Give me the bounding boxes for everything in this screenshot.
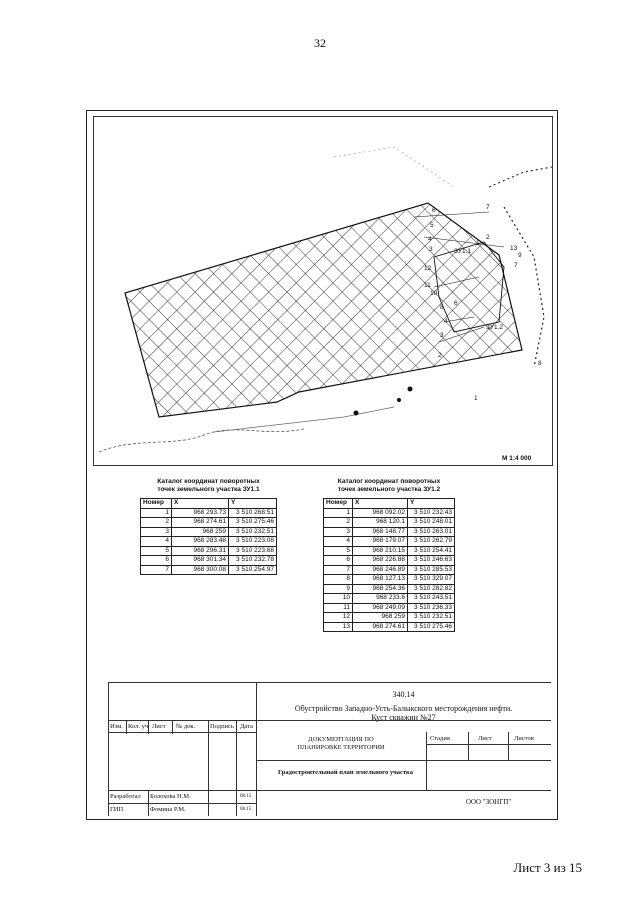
map-point-label: 13: [510, 245, 518, 252]
table2-title-line2: точек земельного участка ЗУ1.2: [337, 486, 441, 493]
table-cell: 968 296.31: [172, 546, 229, 556]
table-cell: 5: [324, 546, 353, 556]
table1-title-line1: Каталог координат поворотных: [157, 478, 260, 485]
table-cell: 3 510 232.43: [408, 508, 455, 518]
table-cell: 968 127.13: [353, 575, 408, 585]
plot-label-zu1-1: ЗУ1.1: [454, 248, 472, 255]
table-cell: 968 274.61: [172, 518, 229, 528]
table-cell: 4: [324, 537, 353, 547]
map-point-label: 10: [430, 290, 438, 297]
table-cell: 3 510 223.68: [229, 546, 277, 556]
doc-type-line1: ДОКУМЕНТАЦИЯ ПО: [308, 736, 374, 743]
plot-zu1-1-area: [125, 203, 522, 417]
table-cell: 8: [324, 575, 353, 585]
table-row: [141, 546, 277, 556]
col-ndok: № док.: [176, 723, 196, 730]
table-cell: 3 510 243.51: [408, 594, 455, 604]
table-cell: 3 510 254.41: [408, 546, 455, 556]
table-header-row: [324, 499, 455, 509]
table-row: [324, 537, 455, 547]
table-cell: 3 510 246.63: [408, 556, 455, 566]
project-title-line1: Обустройство Западно-Усть-Балыкского месторождения нефти.: [294, 704, 513, 713]
table-cell: 968 293.73: [172, 508, 229, 518]
col-data: Дата: [240, 723, 253, 730]
table-cell: 3 510 232.51: [229, 527, 277, 537]
table-row: [324, 565, 455, 575]
role-gip: ГИП: [110, 806, 124, 813]
table-row: [324, 518, 455, 528]
table-cell: 968 301.34: [172, 556, 229, 566]
table-row: [141, 518, 277, 528]
map-point-label: 2: [438, 352, 442, 359]
table-cell: 3 510 254.97: [229, 565, 277, 575]
table-cell: 968 210.15: [353, 546, 408, 556]
map-point-label: 6: [454, 300, 458, 307]
map-point-label: 3: [440, 332, 444, 339]
col-kol-uch: Кол. уч: [128, 723, 149, 730]
table-cell: 13: [324, 622, 353, 632]
project-title-line2: Куст скважин №27: [371, 713, 436, 722]
table-cell: 968 226.88: [353, 556, 408, 566]
table1-title-line2: точек земельного участка ЗУ1.1: [157, 486, 260, 493]
sheet-counter: Лист 3 из 15: [513, 860, 582, 875]
table-cell: 2: [141, 518, 172, 528]
table-cell: 3 510 232.51: [408, 613, 455, 623]
table-cell: 968 249.09: [353, 603, 408, 613]
map-point-label: 9: [518, 252, 522, 259]
document-code: 340.14: [392, 690, 415, 699]
table-cell: 2: [324, 518, 353, 528]
table-header-cell: Номер: [141, 499, 172, 509]
table-header-cell: Номер: [324, 499, 353, 509]
map-point-label: 7: [514, 262, 518, 269]
table-header-cell: X: [172, 499, 229, 509]
col-podpis: Подпись: [210, 723, 234, 730]
stadia-label: Стадия: [430, 735, 450, 742]
listov-label: Листов: [514, 735, 534, 742]
table-cell: 968 246.89: [353, 565, 408, 575]
coordinate-table-zu1-2: [323, 478, 455, 632]
table-row: [324, 575, 455, 585]
page-number: 32: [314, 36, 326, 50]
table-cell: 968 233.6: [353, 594, 408, 604]
map-point-label: 7: [486, 204, 490, 211]
table-row: [141, 527, 277, 537]
map-point-label: 6: [432, 207, 436, 214]
map-point-label: 1: [474, 395, 478, 402]
table-cell: 968 148.77: [353, 527, 408, 537]
table-cell: 3 510 275.46: [229, 518, 277, 528]
table-cell: 3 510 268.51: [229, 508, 277, 518]
table-row: [141, 556, 277, 566]
table-cell: 3 510 263.01: [408, 527, 455, 537]
table-cell: 12: [324, 613, 353, 623]
table-cell: 968 092.02: [353, 508, 408, 518]
table-cell: 968 259: [172, 527, 229, 537]
table-cell: 3 510 282.82: [408, 584, 455, 594]
table-cell: 968 300.08: [172, 565, 229, 575]
map-point-label: 4: [444, 318, 448, 325]
title-block-stamp: [108, 682, 551, 816]
table-cell: 968 179.07: [353, 537, 408, 547]
table-cell: 968 259: [353, 613, 408, 623]
name-developer: Болохова Н.М.: [150, 793, 191, 800]
table-cell: 7: [141, 565, 172, 575]
table-cell: 3 510 329.07: [408, 575, 455, 585]
sheet-title: Градостроительный план земельного участка: [278, 769, 413, 776]
table-row: [141, 565, 277, 575]
company-name: ООО "ЗОНГП": [465, 798, 512, 806]
table-cell: 3: [324, 527, 353, 537]
table-header-cell: X: [353, 499, 408, 509]
site-plan-drawing: [94, 117, 554, 467]
map-point-label: 12: [424, 265, 432, 272]
table-row: [324, 527, 455, 537]
date-gip: 08.15: [240, 807, 252, 812]
table-cell: 3 510 232.78: [229, 556, 277, 566]
table-cell: 3 510 275.46: [408, 622, 455, 632]
table-cell: 4: [141, 537, 172, 547]
map-point-label: 5: [430, 222, 434, 229]
map-point-label: 1: [476, 240, 480, 247]
col-izm: Изм.: [110, 723, 123, 730]
table-cell: 968 283.48: [172, 537, 229, 547]
table-cell: 3 510 236.33: [408, 603, 455, 613]
table-row: [324, 556, 455, 566]
table-cell: 11: [324, 603, 353, 613]
table-cell: 968 254.36: [353, 584, 408, 594]
table-row: [324, 584, 455, 594]
table-header-cell: Y: [229, 499, 277, 509]
map-scale-label: М 1:4 000: [502, 455, 532, 462]
table-cell: 6: [141, 556, 172, 566]
name-gip: Фомина Р.М.: [150, 806, 186, 813]
table-row: [324, 622, 455, 632]
map-point-label: 3: [429, 246, 433, 253]
map-point-label: 2: [486, 234, 490, 241]
table-cell: 10: [324, 594, 353, 604]
table2-grid: [323, 498, 455, 632]
table-cell: 1: [324, 508, 353, 518]
table-cell: 9: [324, 584, 353, 594]
table-cell: 5: [141, 546, 172, 556]
role-developer: Разработал: [110, 793, 141, 800]
table-row: [324, 594, 455, 604]
site-plan-map: [93, 116, 553, 466]
map-point-label: 4: [428, 236, 432, 243]
coordinate-table-zu1-1: [140, 478, 277, 575]
table-cell: 3 510 248.01: [408, 518, 455, 528]
table-cell: 3: [141, 527, 172, 537]
table-cell: 6: [324, 556, 353, 566]
map-point-label: 8: [440, 304, 444, 311]
table-header-row: [141, 499, 277, 509]
table1-grid: [140, 498, 277, 575]
table-cell: 7: [324, 565, 353, 575]
table-cell: 3 510 223.08: [229, 537, 277, 547]
table-row: [324, 508, 455, 518]
list-label: Лист: [478, 735, 492, 742]
table-row: [324, 546, 455, 556]
doc-type-line2: ПЛАНИРОВКЕ ТЕРРИТОРИИ: [297, 744, 385, 751]
plot-label-zu1-2: ЗУ1.2: [486, 324, 504, 331]
table-cell: 3 510 285.53: [408, 565, 455, 575]
table-cell: 3 510 262.79: [408, 537, 455, 547]
table-header-cell: Y: [408, 499, 455, 509]
date-developer: 08.15: [240, 794, 252, 799]
table-row: [141, 508, 277, 518]
col-list: Лист: [152, 723, 166, 730]
map-point-label: 8: [538, 360, 542, 367]
table-row: [324, 613, 455, 623]
table-row: [324, 603, 455, 613]
map-point-label: 11: [424, 282, 431, 289]
table-cell: 968 120.1: [353, 518, 408, 528]
table-cell: 1: [141, 508, 172, 518]
table-row: [141, 537, 277, 547]
table-cell: 968 274.61: [353, 622, 408, 632]
table2-title-line1: Каталог координат поворотных: [337, 478, 441, 485]
